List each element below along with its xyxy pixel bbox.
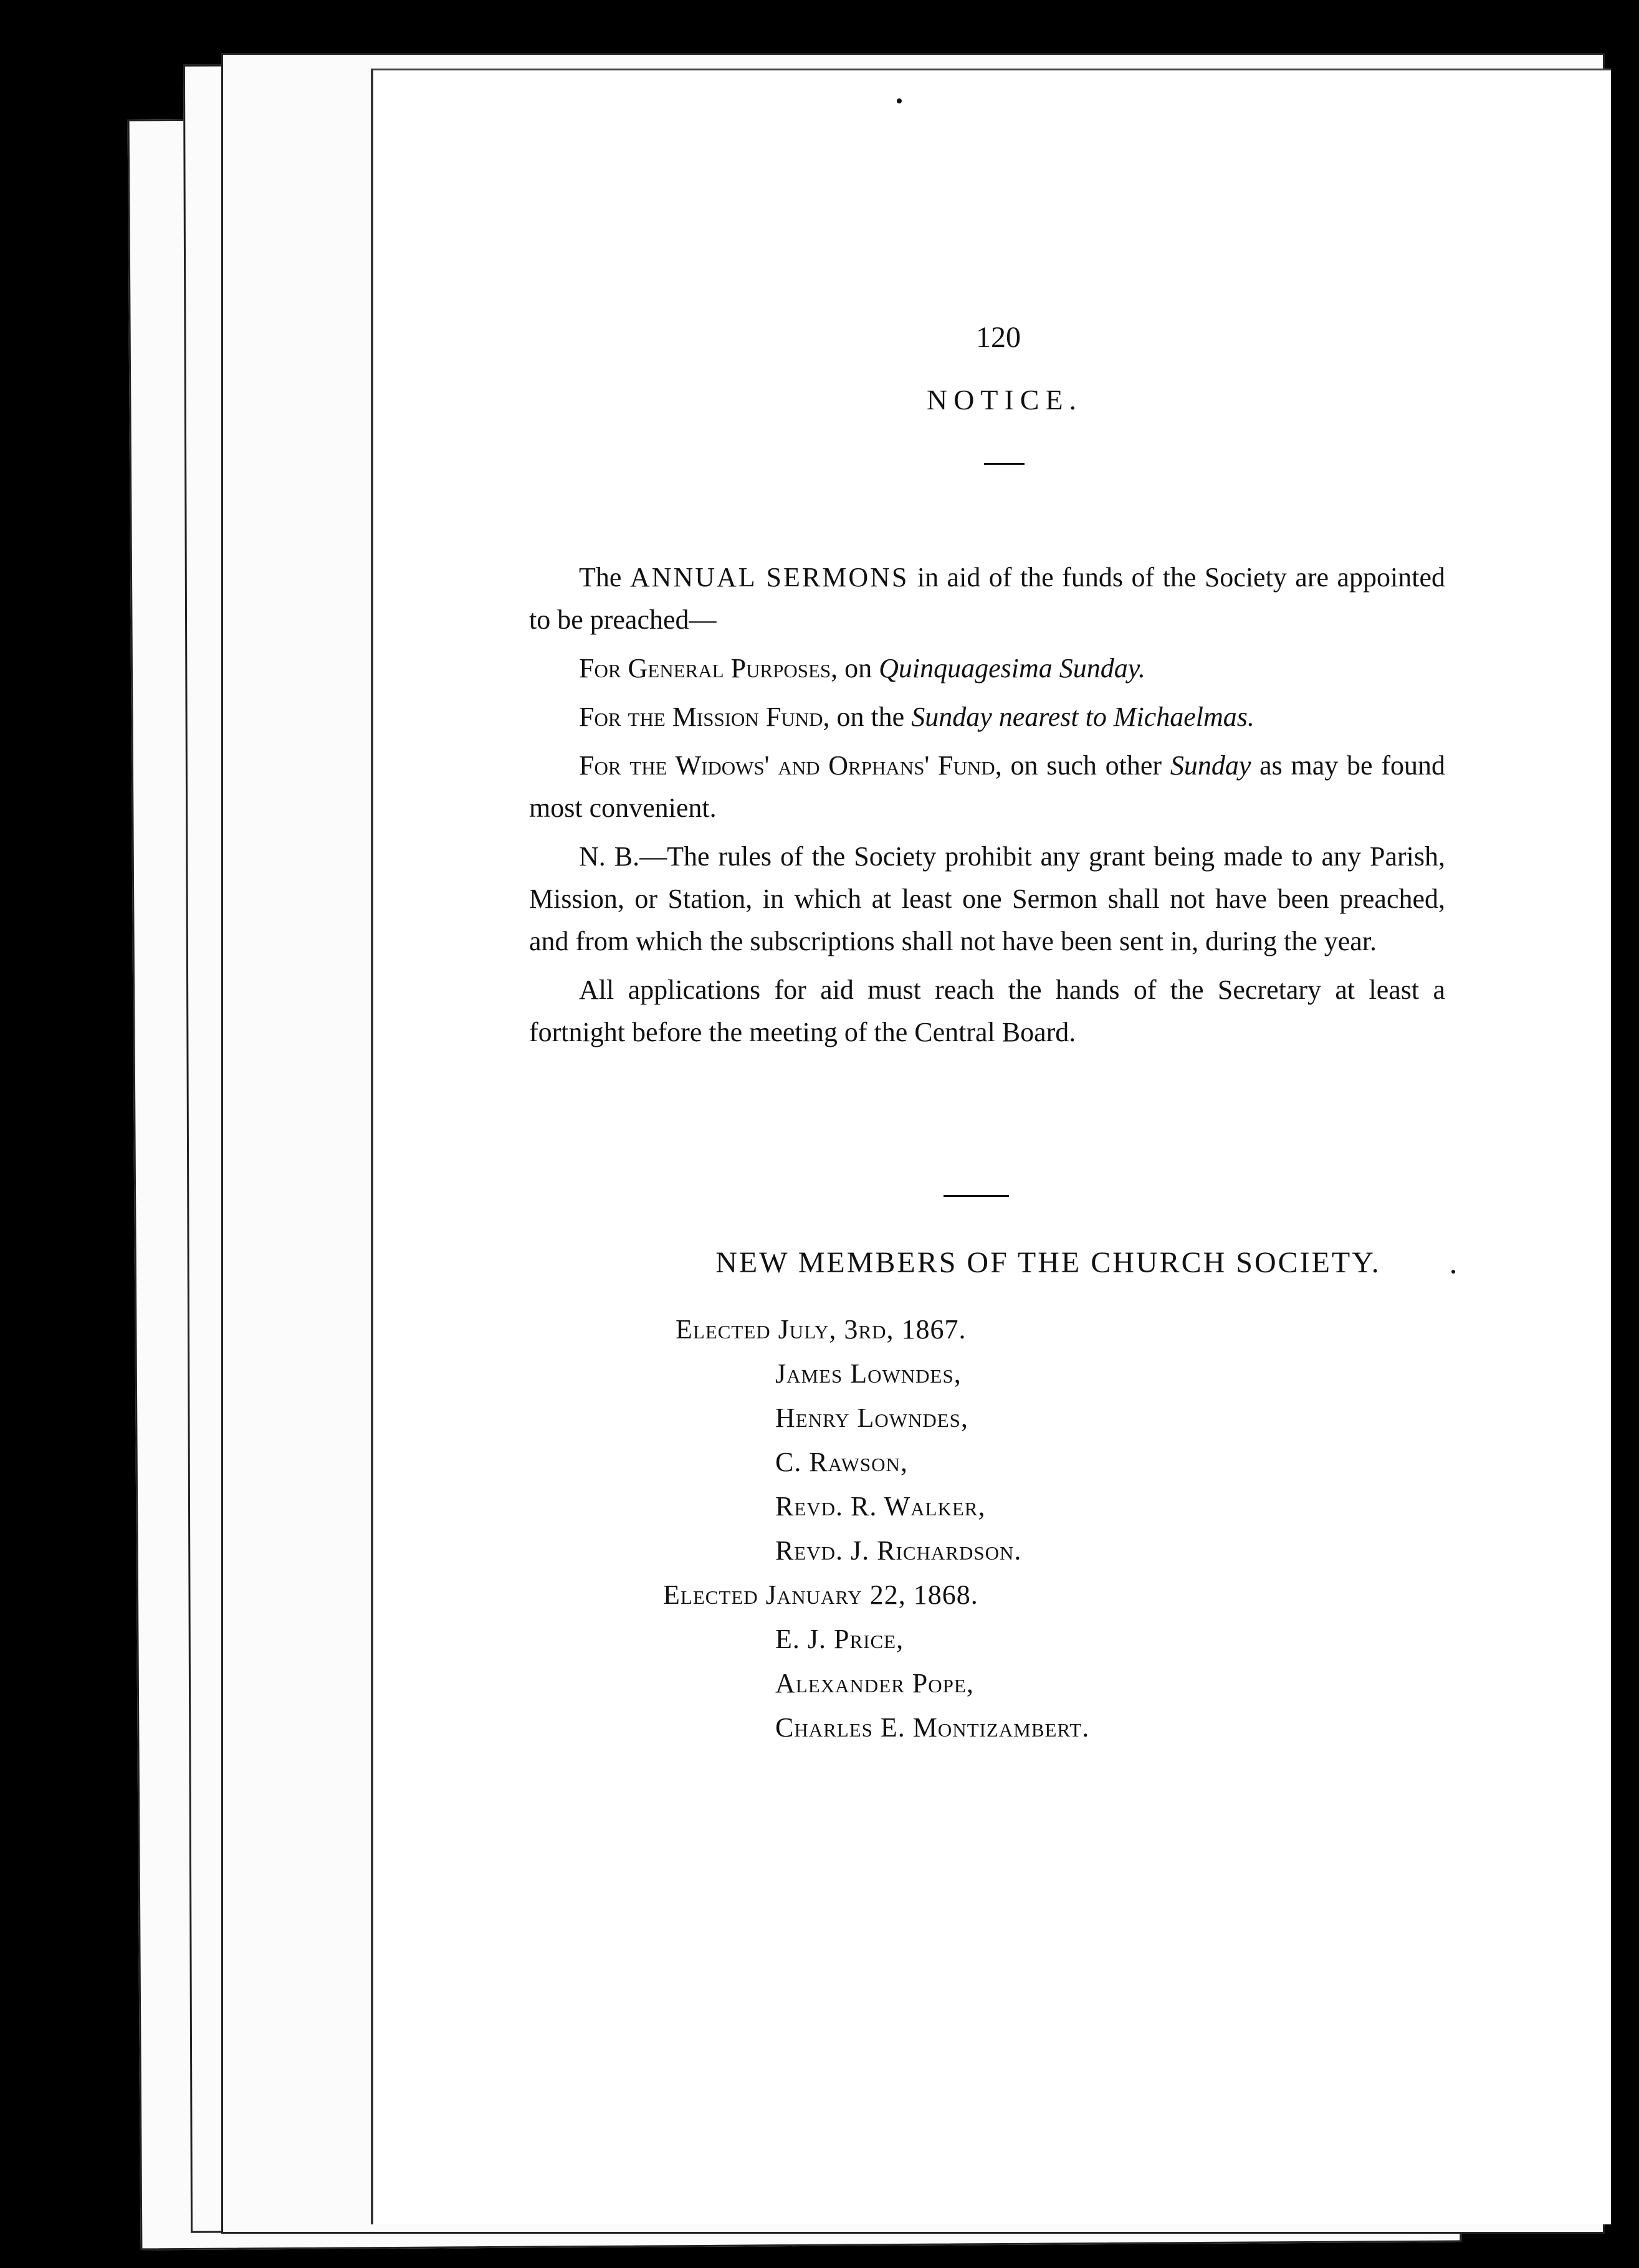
sunday-italic: Quinquagesima Sunday.: [879, 653, 1145, 684]
notice-body: [529, 556, 1445, 1054]
member-name: Alexander Pope,: [775, 1668, 974, 1699]
notice-paragraph: [529, 556, 1445, 641]
paragraph-text: in aid of the funds of the Society are appointed to be preached—: [529, 562, 1446, 635]
notice-paragraph: [529, 696, 1445, 738]
paragraph-text: on: [838, 653, 879, 684]
members-list: [657, 1307, 1467, 1750]
member-name: C. Rawson,: [775, 1447, 908, 1477]
election-heading: Elected July, 3rd, 1867.: [676, 1314, 967, 1345]
sunday-italic: Sunday nearest to Michaelmas.: [911, 702, 1254, 732]
purpose-label: For the Widows' and Orphans' Fund,: [579, 750, 1002, 781]
purpose-label: For General Purposes,: [579, 653, 838, 684]
paragraph-text: on such other: [1001, 750, 1170, 781]
paragraph-text: on the: [829, 702, 912, 732]
annual-sermons-text: ANNUAL SERMONS: [629, 562, 909, 593]
notice-paragraph: [529, 647, 1445, 690]
election-heading: Elected January 22, 1868.: [663, 1580, 978, 1610]
paragraph-text: as may be found most convenient.: [529, 750, 1446, 823]
page-number: 120: [976, 321, 1021, 354]
notice-paragraph: All applications for aid must reach the hands of the Secretary at least a fortnight before the meeting of the Central Board.: [529, 974, 1445, 1047]
divider-rule: [944, 1195, 1009, 1197]
document-page: [371, 69, 1611, 2224]
paragraph-text: The: [579, 562, 630, 593]
notice-paragraph: N. B.—The rules of the Society prohibit any grant being made to any Parish, Mission, or Station, in which at least one Sermon shall not have been preached, and from which the subscriptions shall not have been sent in, during the year.: [529, 841, 1445, 956]
member-name: E. J. Price,: [775, 1624, 904, 1654]
sunday-italic: Sunday: [1170, 750, 1251, 781]
member-name: Revd. R. Walker,: [775, 1491, 986, 1522]
divider-rule: [984, 463, 1025, 465]
notice-title: NOTICE.: [926, 384, 1083, 416]
page-content: [373, 70, 1611, 2224]
member-name: Revd. J. Richardson.: [775, 1535, 1022, 1566]
member-name: Charles E. Montizambert.: [775, 1712, 1090, 1743]
member-name: Henry Lowndes,: [775, 1403, 968, 1433]
purpose-label: For the Mission Fund,: [579, 702, 830, 732]
members-title: NEW MEMBERS OF THE CHURCH SOCIETY.: [715, 1246, 1381, 1279]
member-name: James Lowndes,: [775, 1358, 962, 1389]
notice-paragraph: [529, 745, 1445, 829]
